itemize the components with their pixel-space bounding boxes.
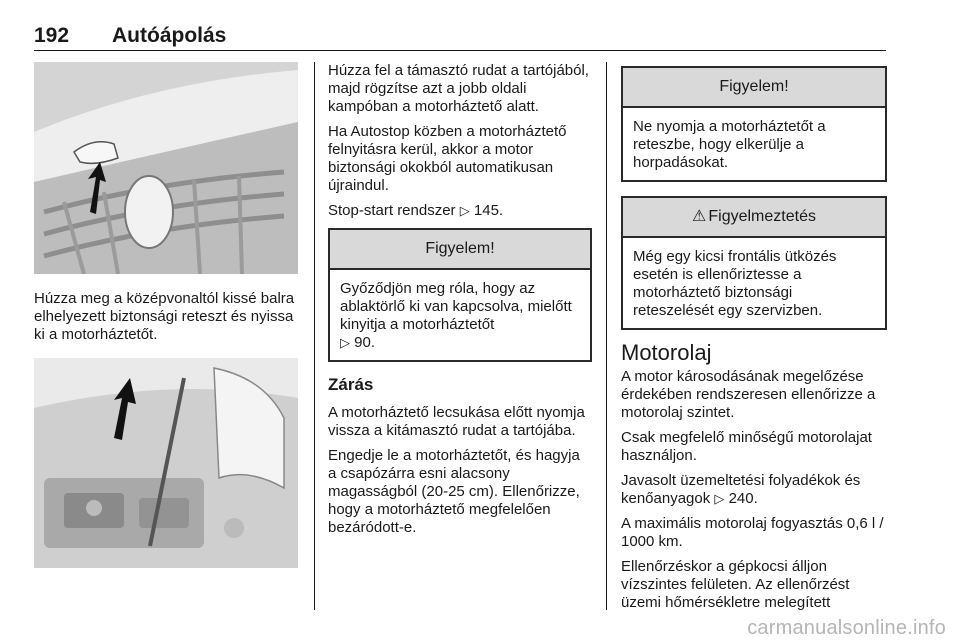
notice-body <box>330 270 590 360</box>
caption-open-hood: Húzza meg a középvonaltól kissé balra elhelyezett biztonsági reteszt és nyissa ki a motorháztetőt. <box>34 290 295 343</box>
watermark: carmanualsonline.info <box>747 617 946 639</box>
warning-body: Még egy kicsi frontális ütközés esetén is ellenőriztesse a motorháztető biztonsági reteszelését egy szervizben. <box>633 248 837 319</box>
warning-triangle-icon: ⚠ <box>692 208 707 225</box>
column-2 <box>328 62 592 544</box>
paragraph: A motor károsodásának megelőzése érdekében rendszeresen ellenőrizze a motorolaj szintet. <box>621 368 876 421</box>
paragraph <box>328 202 592 220</box>
column-1 <box>34 62 298 568</box>
triangle-right-icon: ▷ <box>340 335 350 350</box>
hood-latch-illustration <box>34 62 298 274</box>
page-number: 192 <box>34 24 70 47</box>
notice-text: Győződjön meg róla, hogy az ablaktörlő ki van kapcsolva, mielőtt kinyitja a motorháztetőt <box>340 280 572 333</box>
section-title: Autóápolás <box>112 24 227 47</box>
reference-link[interactable]: 240. <box>728 490 758 507</box>
paragraph: Engedje le a motorháztetőt, és hagyja a csapózárra esni alacsony magasságból (20-25 cm). Ellenőrizze, hogy a motorháztető megfelelően bezáródott-e. <box>328 447 580 536</box>
notice-body: Ne nyomja a motorháztetőt a reteszbe, hogy elkerülje a horpadásokat. <box>633 118 826 171</box>
notice-box <box>621 66 887 182</box>
reference-text: Stop-start rendszer <box>328 202 456 219</box>
warning-title: Figyelmeztetés <box>708 208 816 225</box>
paragraph: Ha Autostop közben a motorháztető felnyitásra kerül, akkor a motor biztonsági okokból automatikusan újraindul. <box>328 123 567 194</box>
closing-heading: Zárás <box>328 375 374 394</box>
reference-text: Javasolt üzemeltetési folyadékok és kenőanyagok <box>621 472 861 507</box>
reference-link[interactable]: 145. <box>473 202 504 219</box>
prop-rod-illustration <box>34 358 298 568</box>
paragraph: A maximális motorolaj fogyasztás 0,6 l / 1000 km. <box>621 515 884 550</box>
triangle-right-icon: ▷ <box>459 203 470 218</box>
paragraph: A motorháztető lecsukása előtt nyomja vissza a kitámasztó rudat a tartójába. <box>328 404 585 439</box>
motor-oil-heading: Motorolaj <box>621 340 712 365</box>
header-rule <box>34 50 886 51</box>
warning-header <box>623 198 885 238</box>
warning-box <box>621 196 887 330</box>
triangle-right-icon: ▷ <box>714 491 725 506</box>
notice-title: Figyelem! <box>330 230 590 270</box>
page-header <box>34 24 884 52</box>
column-divider <box>314 62 315 610</box>
column-3 <box>621 62 887 619</box>
paragraph: Húzza fel a támasztó rudat a tartójából, majd rögzítse azt a jobb oldali kampóban a motorháztető alatt. <box>328 62 589 115</box>
reference-link[interactable]: 90. <box>354 334 376 351</box>
column-divider <box>606 62 607 610</box>
paragraph <box>621 472 887 508</box>
paragraph: Csak megfelelő minőségű motorolajat használjon. <box>621 429 872 464</box>
notice-box <box>328 228 592 362</box>
paragraph: Ellenőrzéskor a gépkocsi álljon vízszintes felületen. Az ellenőrzést üzemi hőmérsékletre melegített <box>621 558 850 611</box>
notice-title: Figyelem! <box>623 68 885 108</box>
